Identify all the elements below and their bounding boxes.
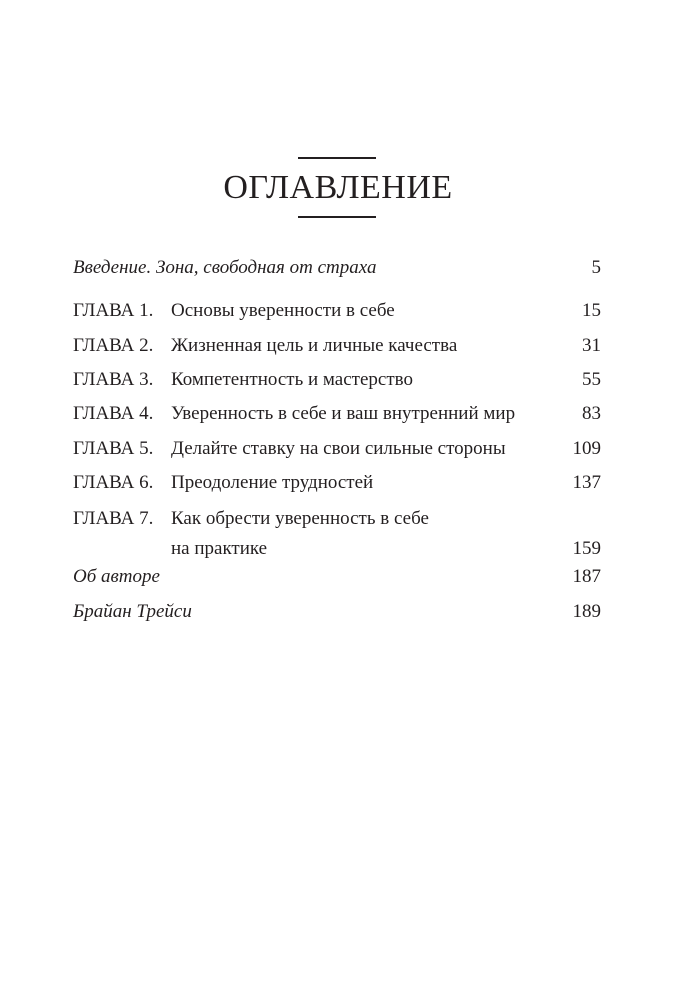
toc-entry-title: Об авторе bbox=[73, 566, 160, 587]
chapter-page: 15 bbox=[582, 300, 601, 321]
toc-entry-page: 189 bbox=[572, 601, 601, 622]
chapter-page: 55 bbox=[582, 369, 601, 390]
chapter-label: ГЛАВА 1. bbox=[73, 300, 154, 321]
toc-entry-chapter-1[interactable] bbox=[73, 296, 601, 326]
chapter-page: 159 bbox=[572, 538, 601, 559]
chapter-title-line-1: Как обрести уверенность в себе bbox=[171, 508, 429, 529]
toc-entry-page: 187 bbox=[572, 566, 601, 587]
table-of-contents bbox=[73, 0, 601, 700]
toc-entry-page: 5 bbox=[591, 257, 601, 278]
toc-entry-chapter-5[interactable] bbox=[73, 434, 601, 464]
toc-entry-chapter-6[interactable] bbox=[73, 468, 601, 498]
chapter-label: ГЛАВА 6. bbox=[73, 472, 154, 493]
toc-entry-title: Введение. Зона, свободная от страха bbox=[73, 257, 377, 278]
chapter-label: ГЛАВА 3. bbox=[73, 369, 154, 390]
chapter-page: 83 bbox=[582, 403, 601, 424]
toc-entry-chapter-3[interactable] bbox=[73, 365, 601, 395]
chapter-page: 137 bbox=[572, 472, 601, 493]
toc-entry-chapter-7[interactable] bbox=[73, 504, 601, 564]
toc-entry-intro[interactable] bbox=[73, 253, 601, 283]
chapter-title: Основы уверенности в себе bbox=[171, 300, 395, 321]
chapter-title: Уверенность в себе и ваш внутренний мир bbox=[171, 403, 516, 424]
toc-entry-chapter-4[interactable] bbox=[73, 399, 601, 429]
chapter-label: ГЛАВА 4. bbox=[73, 403, 154, 424]
chapter-label: ГЛАВА 7. bbox=[73, 508, 154, 529]
toc-entry-title: Брайан Трейси bbox=[73, 601, 192, 622]
page-title: ОГЛАВЛЕНИЕ bbox=[223, 169, 453, 206]
toc-entry-chapter-2[interactable] bbox=[73, 331, 601, 361]
chapter-title: Жизненная цель и личные качества bbox=[171, 335, 458, 356]
chapter-page: 31 bbox=[582, 335, 601, 356]
toc-entry-brian-tracy[interactable] bbox=[73, 597, 601, 627]
chapter-title-line-2: на практике bbox=[171, 538, 268, 559]
chapter-label: ГЛАВА 5. bbox=[73, 438, 154, 459]
chapter-title: Компетентность и мастерство bbox=[171, 369, 413, 390]
chapter-title: Преодоление трудностей bbox=[171, 472, 374, 493]
chapter-page: 109 bbox=[572, 438, 601, 459]
chapter-label: ГЛАВА 2. bbox=[73, 335, 154, 356]
chapter-title: Делайте ставку на свои сильные стороны bbox=[171, 438, 506, 459]
toc-entry-about-author[interactable] bbox=[73, 562, 601, 592]
